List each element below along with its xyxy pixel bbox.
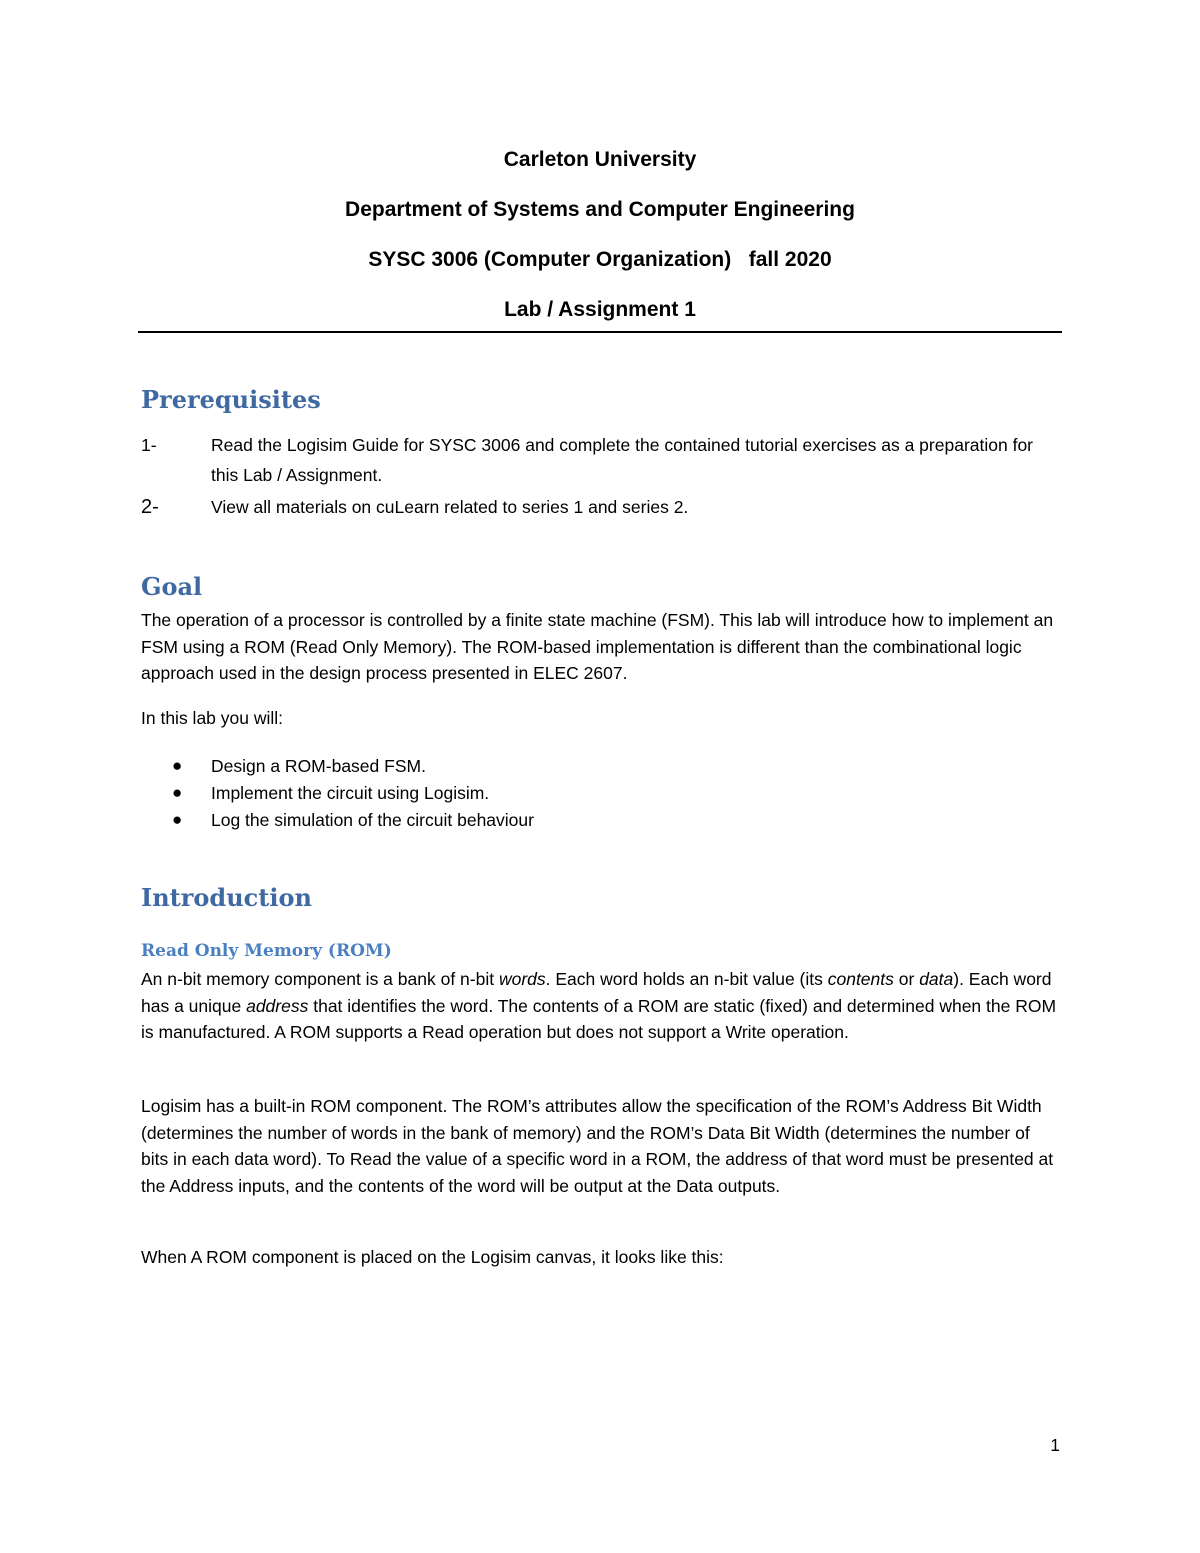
- rom-paragraph-2: Logisim has a built-in ROM component. The ROM’s attributes allow the specification of the ROM’s Address Bit Width (determines the number of words in the bank of memory) and the ROM’s Data Bit Width (determines the number of bits in each data word). To Read the value of a specific word in a ROM, the address of that word must be presented at the Address inputs, and the contents of the word will be output at the Data outputs.: [141, 1096, 1054, 1196]
- bullet-icon: ●: [172, 783, 183, 802]
- emphasis-data: data: [919, 969, 954, 989]
- prerequisite-item-1: [141, 430, 1061, 490]
- list-number: 2-: [141, 496, 159, 518]
- list-item-text: Read the Logisim Guide for SYSC 3006 and complete the contained tutorial exercises as a preparation for this Lab / Assignment.: [211, 435, 1034, 485]
- university-title: Carleton University: [503, 148, 697, 171]
- goal-bullet-2: [172, 780, 1052, 806]
- prerequisite-item-2: [141, 492, 1061, 522]
- page-number: 1: [1050, 1435, 1060, 1455]
- document-title: Lab / Assignment 1: [504, 298, 696, 321]
- bullet-icon: ●: [172, 756, 183, 775]
- list-item-text: View all materials on cuLearn related to series 1 and series 2.: [211, 497, 689, 517]
- goal-bullet-1: [172, 753, 1052, 779]
- introduction-heading: Introduction: [141, 883, 312, 912]
- rom-paragraph-1: An n-bit memory component is a bank of n-bit words. Each word holds an n-bit value (its contents or data). Each word has a unique address that identifies the word. The contents of a ROM are static (fixed) and determined when the ROM is manufactured. A ROM supports a Read operation but does not support a Write operation.: [141, 969, 1057, 1042]
- goal-heading: Goal: [141, 572, 203, 601]
- department-title: Department of Systems and Computer Engineering: [345, 198, 855, 221]
- emphasis-words: words: [498, 969, 546, 989]
- goal-bullet-3: [172, 807, 1052, 833]
- rom-subheading: Read Only Memory (ROM): [141, 941, 392, 961]
- course-title: SYSC 3006 (Computer Organization) fall 2020: [368, 248, 832, 271]
- emphasis-contents: contents: [827, 969, 894, 989]
- rom-paragraph-3: When A ROM component is placed on the Logisim canvas, it looks like this:: [141, 1247, 724, 1267]
- title-divider: [138, 331, 1062, 333]
- goal-intro: In this lab you will:: [141, 708, 284, 728]
- goal-paragraph: The operation of a processor is controlled by a finite state machine (FSM). This lab will introduce how to implement an FSM using a ROM (Read Only Memory). The ROM-based implementation is different than the combinational logic approach used in the design process presented in ELEC 2607.: [141, 610, 1054, 683]
- prerequisites-heading: Prerequisites: [141, 385, 321, 414]
- emphasis-address: address: [246, 995, 309, 1016]
- bullet-text: Log the simulation of the circuit behaviour: [211, 810, 534, 830]
- bullet-text: Implement the circuit using Logisim.: [211, 783, 490, 803]
- bullet-text: Design a ROM-based FSM.: [211, 756, 426, 776]
- bullet-icon: ●: [172, 810, 183, 829]
- list-number: 1-: [141, 435, 157, 455]
